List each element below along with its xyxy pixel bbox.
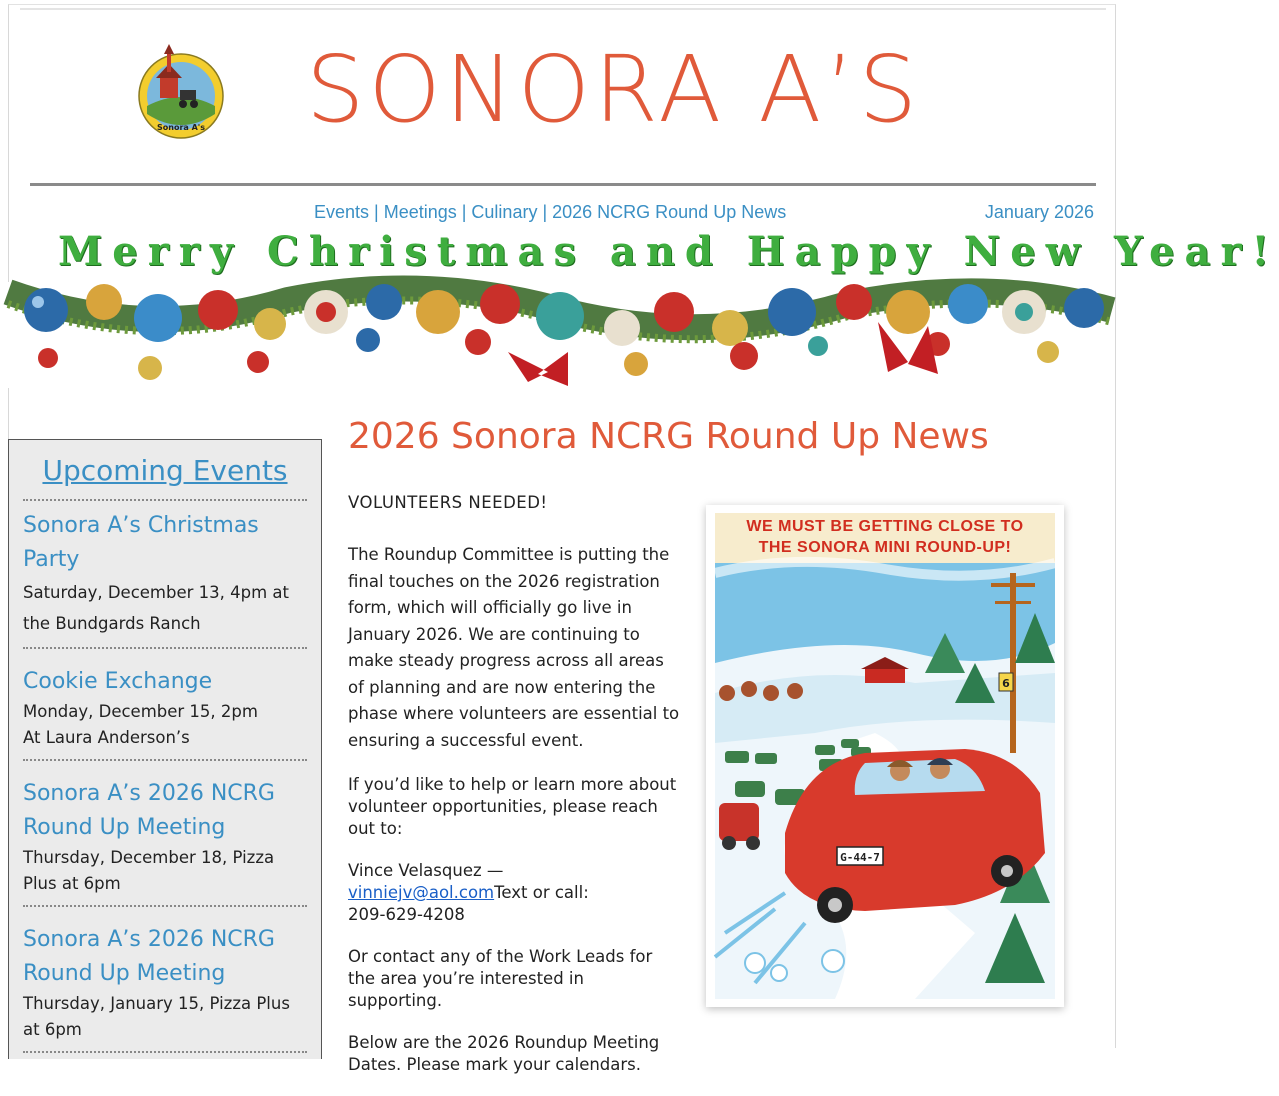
poster-caption-line: THE SONORA MINI ROUND-UP! (758, 539, 1012, 556)
roundup-poster (706, 505, 1064, 1007)
event-detail: Monday, December 15, 2pm (23, 702, 258, 721)
poster-illustration (715, 513, 1055, 999)
article-body (348, 490, 683, 1096)
upcoming-events-sidebar (8, 439, 322, 1059)
upcoming-events-title[interactable]: Upcoming Events (42, 454, 288, 487)
event-title: Sonora A’s 2026 NCRG Round Up Meeting (23, 781, 275, 840)
event-detail: Saturday, December 13, 4pm at the Bundgards Ranch (23, 583, 290, 633)
contact-name: Vince Velasquez — (348, 861, 504, 880)
masthead-rule (30, 183, 1096, 186)
poster-caption-line: WE MUST BE GETTING CLOSE TO (746, 518, 1024, 535)
article-paragraph: The Roundup Committee is putting the final touches on the 2026 registration form, which will officially go live in January 2026. We are continuing to make steady progress across all areas of planning and are now entering the phase where volunteers are essential to ensuring a successful event. (348, 545, 680, 750)
sonora-logo (136, 44, 226, 140)
event-detail: At Laura Anderson’s (23, 728, 190, 747)
contact-email-link[interactable]: vinniejv@aol.com (348, 883, 495, 902)
contact-block (348, 860, 683, 926)
logo-text: Sonora A's (157, 123, 205, 132)
event-title: Cookie Exchange (23, 669, 213, 694)
event-title: Sonora A’s 2026 NCRG Round Up Meeting (23, 927, 275, 986)
license-plate: G-44-7 (840, 851, 880, 864)
contact-phone: 209-629-4208 (348, 905, 465, 924)
article-paragraph: Below are the 2026 Roundup Meeting Dates. Please mark your calendars. (348, 1033, 660, 1074)
poster-caption (715, 513, 1055, 558)
event-item (23, 761, 307, 905)
divider (23, 1051, 307, 1053)
event-item (23, 907, 307, 1051)
road-sign-number: 6 (1002, 677, 1010, 690)
article-paragraph: If you’d like to help or learn more about volunteer opportunities, please reach out to: (348, 775, 677, 838)
event-item (23, 501, 307, 647)
section-nav[interactable]: Events | Meetings | Culinary | 2026 NCRG Round Up News (314, 202, 787, 222)
event-title: Sonora A’s Christmas Party (23, 513, 259, 572)
holiday-greeting: Merry Christmas and Happy New Year! (58, 228, 1279, 275)
event-item (23, 649, 307, 759)
volunteers-heading: VOLUNTEERS NEEDED! (348, 493, 548, 512)
event-detail: Thursday, December 18, Pizza Plus at 6pm (23, 848, 275, 893)
ornament-garland (8, 282, 1112, 388)
top-divider (20, 8, 1106, 10)
contact-text: Text or call: (494, 883, 589, 902)
article-paragraph: Or contact any of the Work Leads for the area you’re interested in supporting. (348, 947, 653, 1010)
article-title: 2026 Sonora NCRG Round Up News (348, 416, 989, 457)
masthead-title: SONORA A’S (306, 36, 921, 143)
issue-date: January 2026 (984, 202, 1094, 222)
event-detail: Thursday, January 15, Pizza Plus at 6pm (23, 994, 290, 1039)
